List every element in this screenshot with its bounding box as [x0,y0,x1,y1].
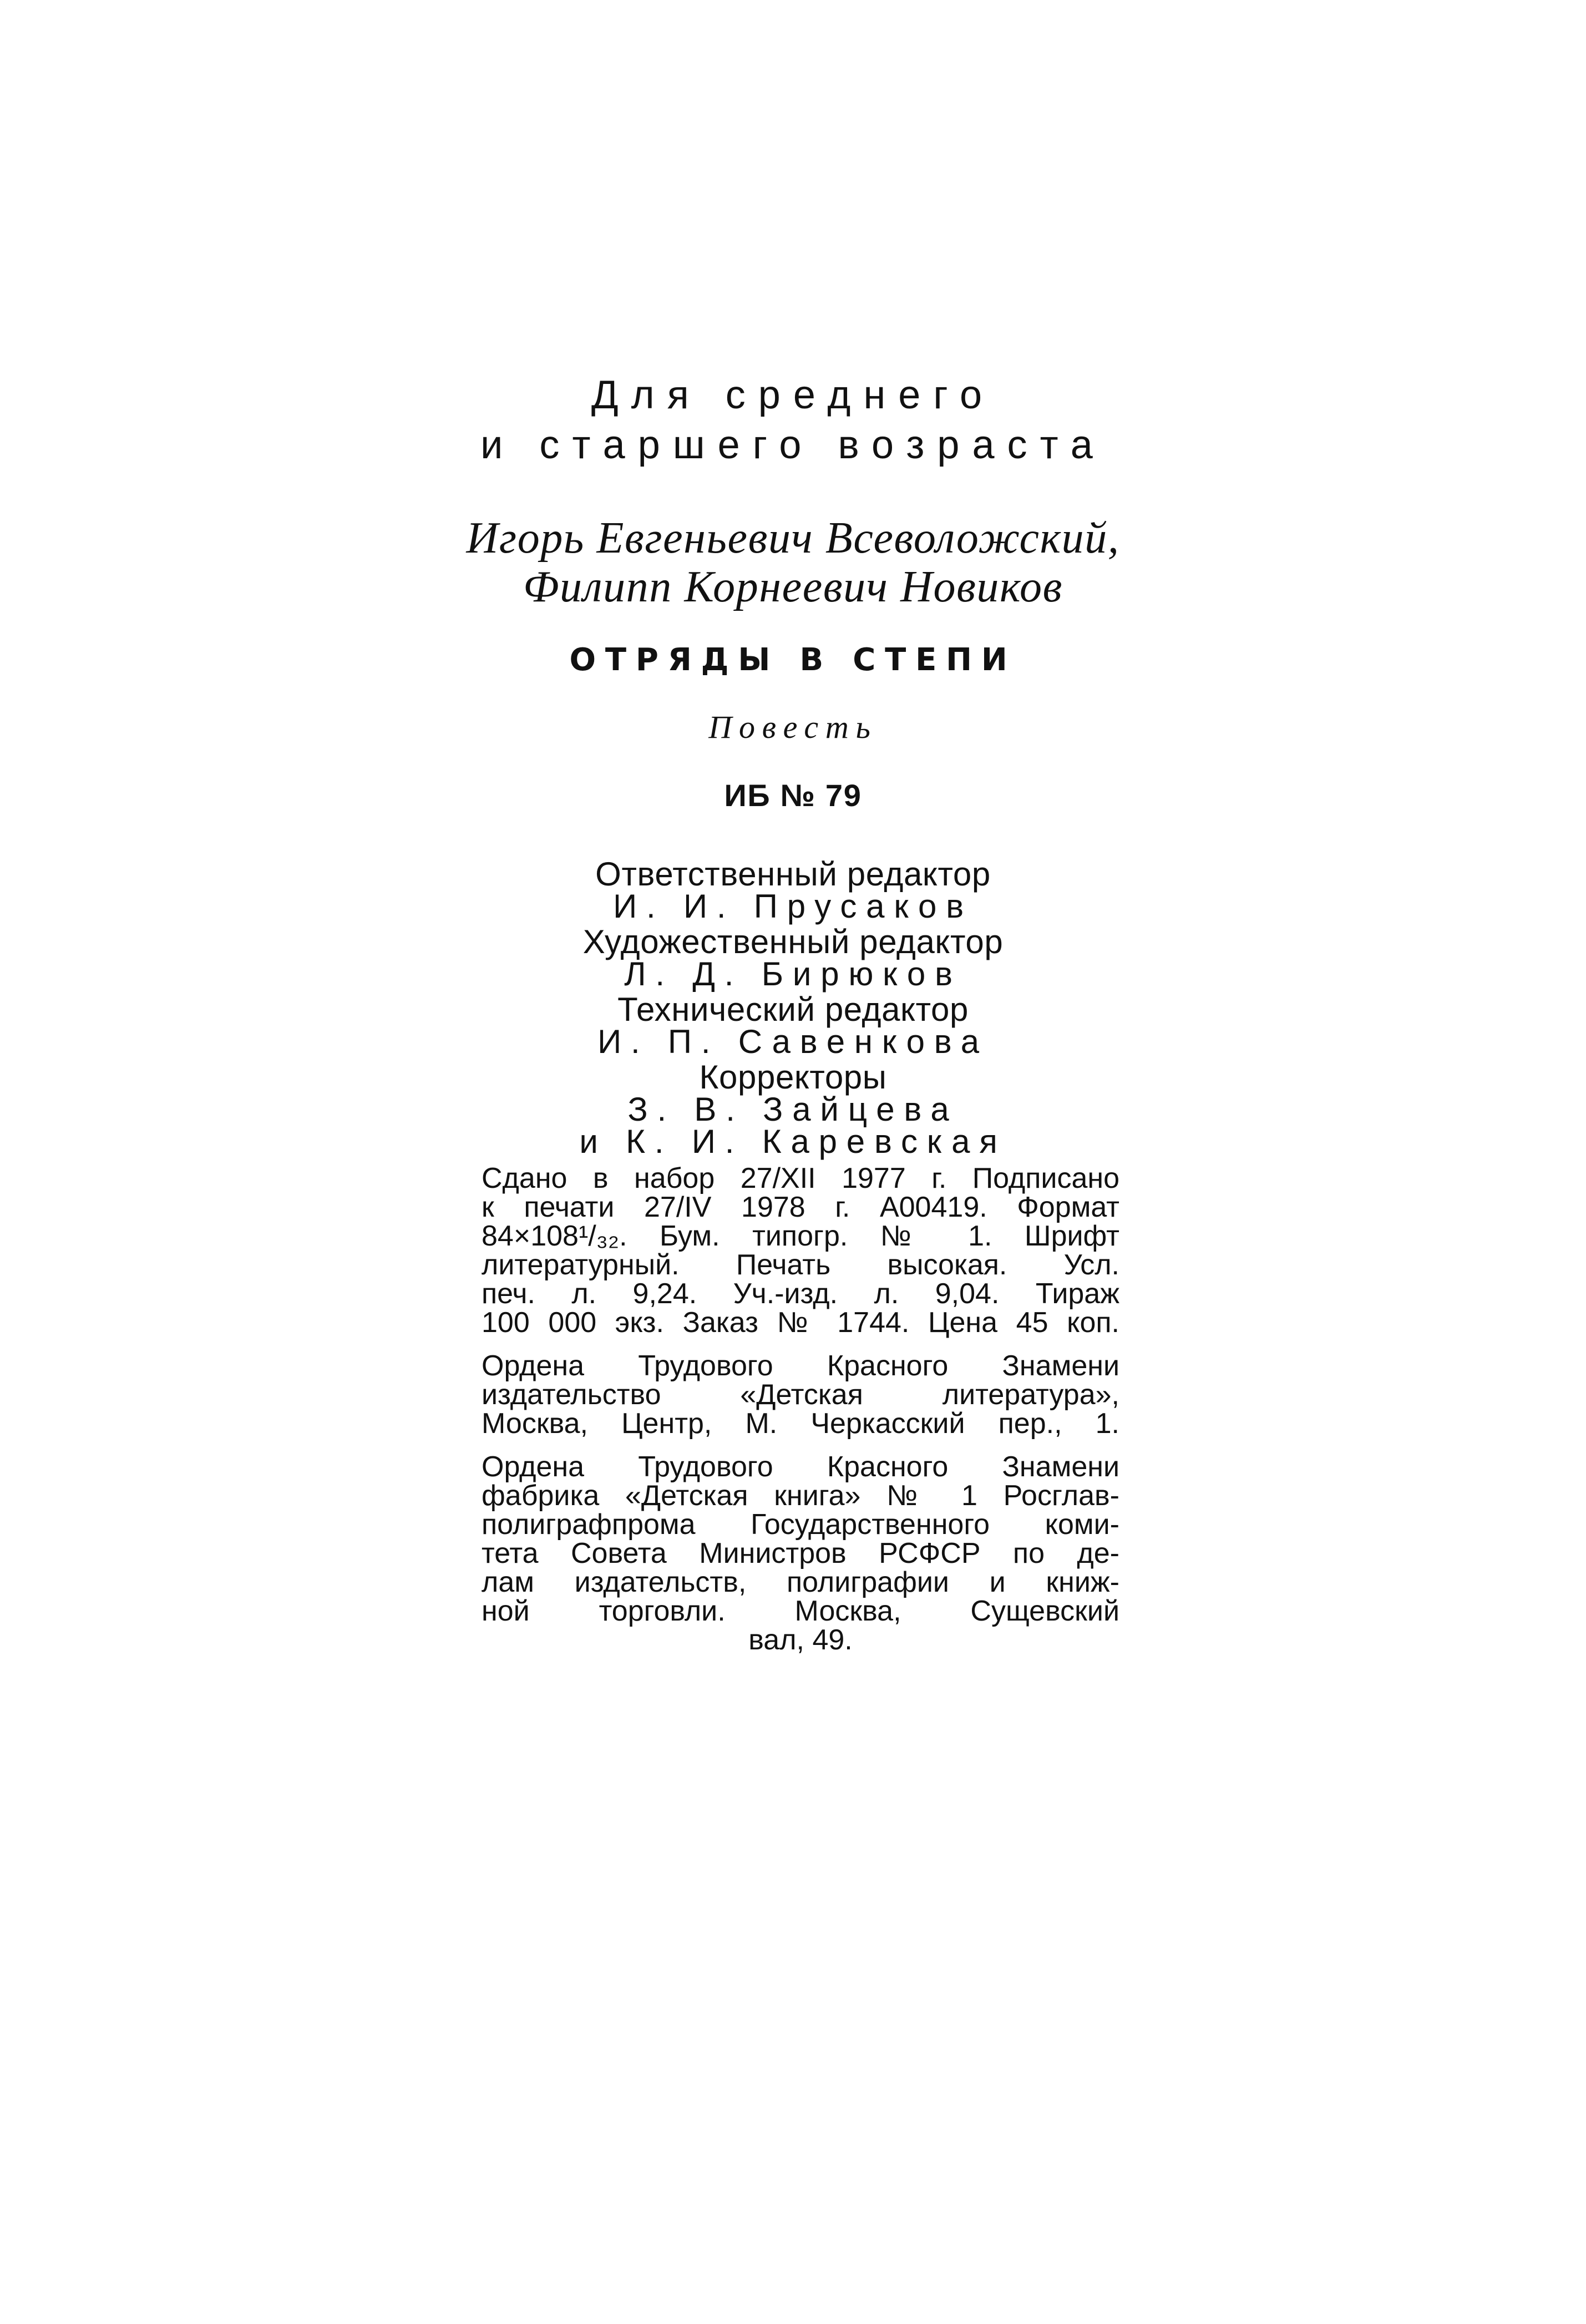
print-details-line: 100 000 экз. Заказ № 1744. Цена 45 коп. [482,1307,1119,1339]
printer-line: тета Совета Министров РСФСР по де- [482,1537,1119,1569]
authors-line-1: Игорь Евгеньевич Всеволожский, [466,514,1120,563]
printer-block [482,1452,1119,1654]
publisher-line: Ордена Трудового Красного Знамени [482,1350,1119,1382]
publisher-line: издательство «Детская литература», [482,1379,1119,1411]
credit-name-proofreader-2: и К. И. Каревская [579,1123,1007,1160]
credit-name-proofreader-1: З. В. Зайцева [627,1091,959,1128]
print-details-line: Сдано в набор 27/XII 1977 г. Подписано [482,1162,1119,1194]
printer-line: полиграфпрома Государственного коми- [482,1508,1119,1541]
credit-role-proofreaders: Корректоры [699,1059,887,1096]
print-details-line: печ. л. 9,24. Уч.-изд. л. 9,04. Тираж [482,1278,1119,1310]
book-title: ОТРЯДЫ В СТЕПИ [569,642,1017,678]
printer-line: Ордена Трудового Красного Знамени [482,1451,1119,1483]
publisher-block [482,1351,1119,1438]
printer-line: лам издательств, полиграфии и книж- [482,1566,1119,1598]
genre: Повесть [708,709,878,745]
ib-number: ИБ № 79 [724,778,862,813]
print-details-block [482,1164,1119,1337]
publisher-line: Москва, Центр, М. Черкасский пер., 1. [482,1407,1119,1440]
credit-role-responsible-editor: Ответственный редактор [595,855,991,893]
printer-line: фабрика «Детская книга» № 1 Росглав- [482,1480,1119,1512]
credit-role-technical-editor: Технический редактор [617,991,969,1028]
print-details-line: к печати 27/IV 1978 г. А00419. Формат [482,1191,1119,1223]
audience-line-2: и старшего возраста [480,423,1106,467]
credit-name-technical-editor: И. П. Савенкова [597,1023,989,1060]
authors-line-2: Филипп Корнеевич Новиков [523,563,1063,611]
audience-line-1: Для среднего [591,373,995,417]
credit-name-responsible-editor: И. И. Прусаков [613,888,973,925]
print-details-line: литературный. Печать высокая. Усл. [482,1249,1119,1281]
credit-name-art-editor: Л. Д. Бирюков [624,955,962,993]
printer-last-line: вал, 49. [748,1624,853,1656]
print-details-line: 84×108¹/₃₂. Бум. типогр. № 1. Шрифт [482,1220,1119,1252]
printer-line: ной торговли. Москва, Сущевский [482,1595,1119,1627]
credit-role-art-editor: Художественный редактор [582,923,1004,960]
